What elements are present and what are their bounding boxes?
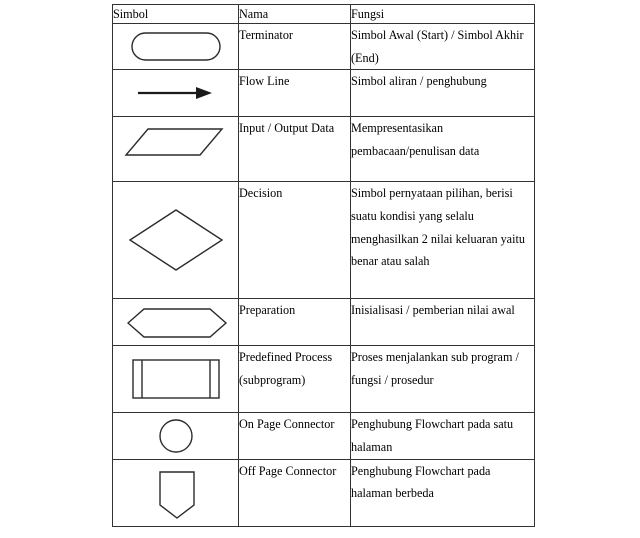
column-header-simbol: Simbol (113, 5, 239, 24)
nama-text: Predefined Process (subprogram) (239, 350, 333, 387)
on-page-connector-circle-icon (120, 413, 232, 457)
symbol-cell-on-page-connector (113, 413, 239, 459)
symbol-cell-terminator (113, 24, 239, 70)
fungsi-cell-off-page-connector: Penghubung Flowchart pada halaman berbeda (351, 459, 535, 526)
fungsi-cell-flow-line: Simbol aliran / penghubung (351, 70, 535, 117)
decision-diamond-icon (120, 182, 232, 298)
nama-text: Input / Output Data (239, 121, 335, 136)
symbol-cell-predefined-process (113, 346, 239, 413)
table-row (113, 299, 535, 346)
fungsi-cell-decision: Simbol pernyataan pilihan, berisi suatu kondisi yang selalu menghasilkan 2 nilai keluaran yaitu benar atau salah (351, 182, 535, 299)
fungsi-cell-input-output: Mempresentasikan pembacaan/penulisan data (351, 117, 535, 182)
nama-cell-input-output (239, 117, 351, 182)
table-row (113, 117, 535, 182)
nama-cell-preparation: Preparation (239, 299, 351, 346)
nama-cell-off-page-connector (239, 459, 351, 526)
flow-line-arrow-icon (120, 70, 232, 116)
table-header-row (113, 5, 535, 24)
table-row (113, 346, 535, 413)
fungsi-cell-preparation: Inisialisasi / pemberian nilai awal (351, 299, 535, 346)
table-row (113, 70, 535, 117)
table-row (113, 413, 535, 459)
predefined-process-rectangle-icon (120, 346, 232, 412)
off-page-connector-pentagon-icon (120, 460, 232, 526)
symbol-cell-preparation (113, 299, 239, 346)
nama-cell-on-page-connector (239, 413, 351, 459)
symbol-cell-decision (113, 182, 239, 299)
symbol-cell-input-output (113, 117, 239, 182)
nama-cell-predefined-process (239, 346, 351, 413)
fungsi-cell-on-page-connector: Penghubung Flowchart pada satu halaman (351, 413, 535, 459)
table-row (113, 459, 535, 526)
flowchart-symbol-table (112, 4, 535, 527)
symbol-cell-off-page-connector (113, 459, 239, 526)
nama-text: Off Page Connector (239, 463, 337, 478)
nama-cell-decision: Decision (239, 182, 351, 299)
symbol-cell-flow-line (113, 70, 239, 117)
column-header-fungsi: Fungsi (351, 5, 535, 24)
nama-cell-flow-line: Flow Line (239, 70, 351, 117)
table-row (113, 182, 535, 299)
preparation-hexagon-icon (120, 299, 232, 345)
nama-text: On Page Connector (239, 417, 335, 432)
table-row (113, 24, 535, 70)
terminator-rounded-rectangle-icon (120, 24, 232, 68)
fungsi-cell-predefined-process: Proses menjalankan sub program / fungsi / prosedur (351, 346, 535, 413)
fungsi-cell-terminator: Simbol Awal (Start) / Simbol Akhir (End) (351, 24, 535, 70)
nama-cell-terminator: Terminator (239, 24, 351, 70)
column-header-nama: Nama (239, 5, 351, 24)
input-output-parallelogram-icon (120, 117, 232, 181)
